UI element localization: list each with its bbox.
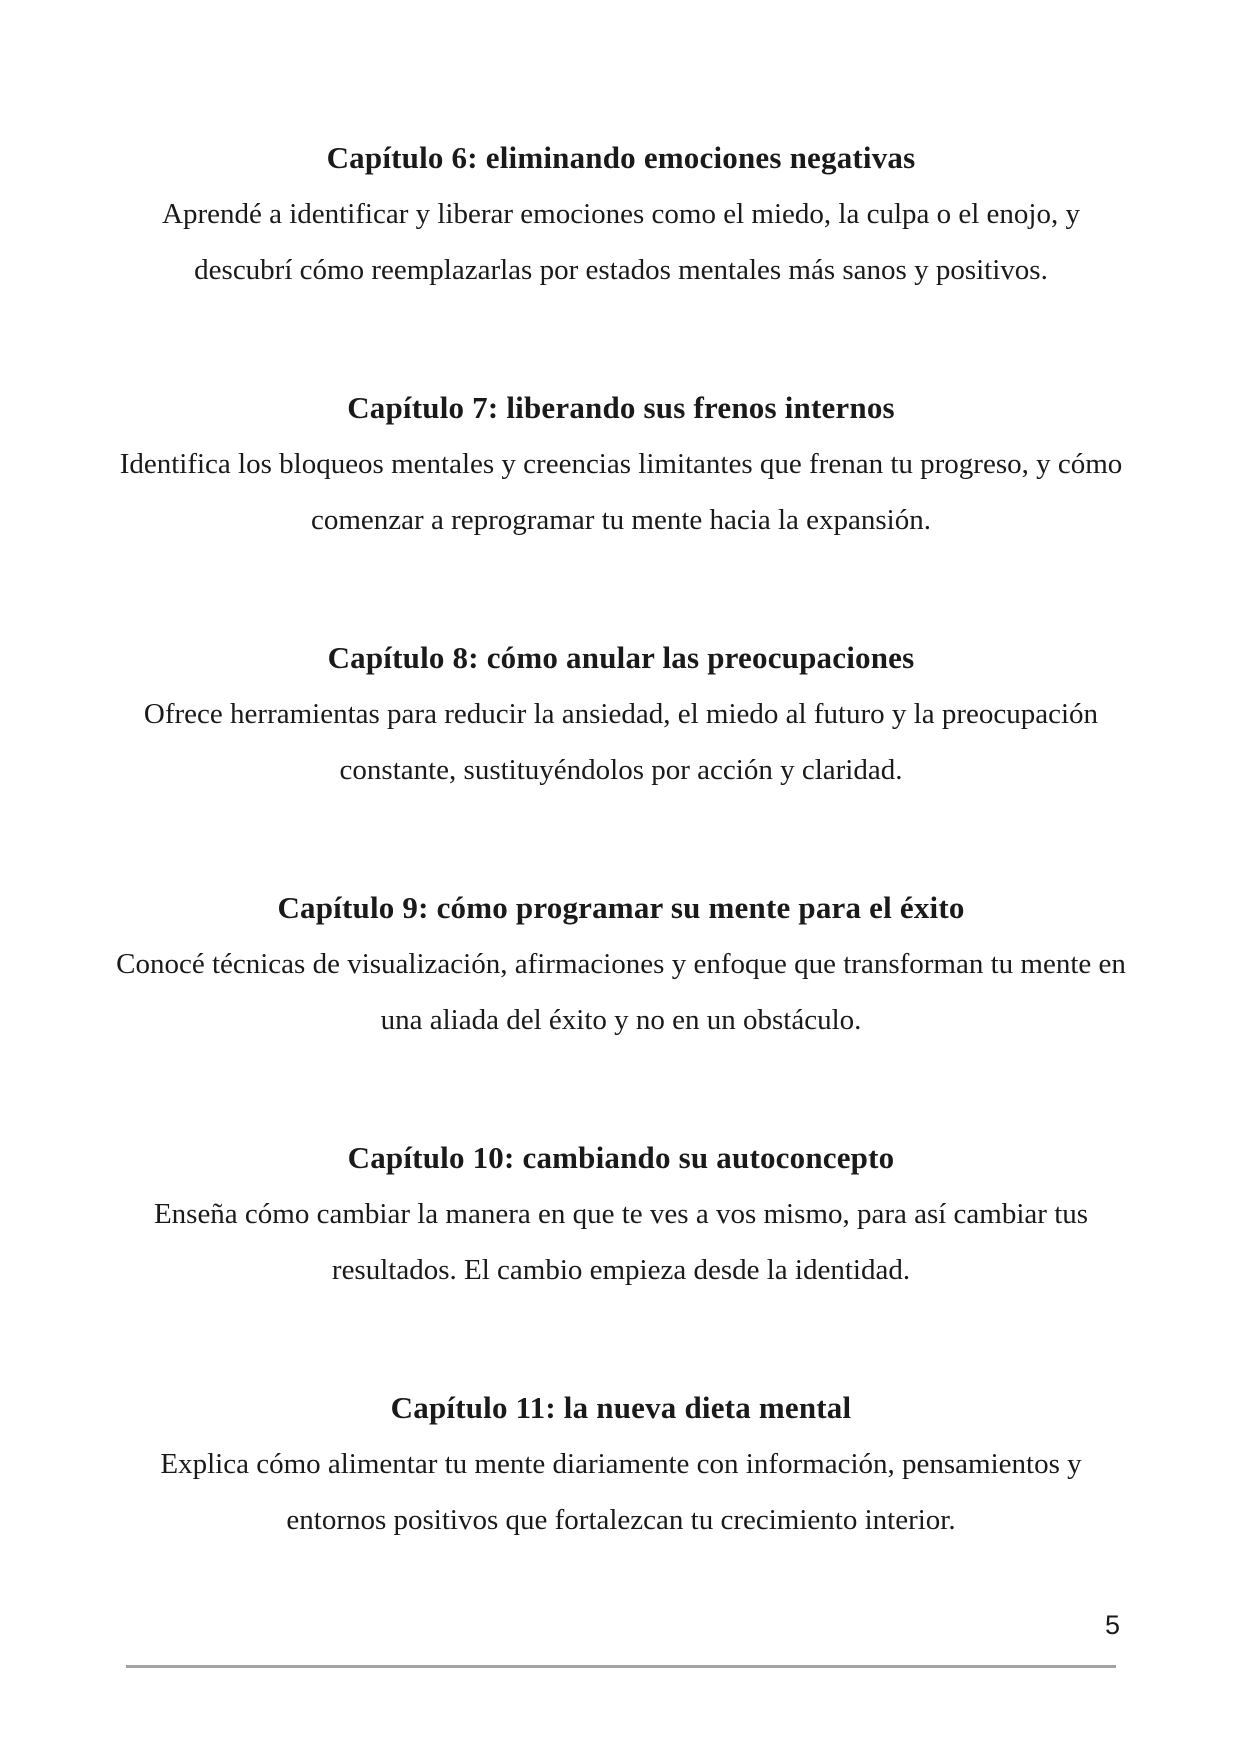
chapter-description: Identifica los bloqueos mentales y creencias limitantes que frenan tu progreso, y cómo comenzar a reprogramar tu mente hacia la expansión.	[119, 448, 1123, 536]
chapter-description: Explica cómo alimentar tu mente diariamente con información, pensamientos y entornos positivos que fortalezcan tu crecimiento interior.	[160, 1448, 1082, 1536]
chapter-section-8	[0, 630, 1242, 798]
chapter-section-9	[0, 880, 1242, 1048]
page-number: 5	[1104, 1610, 1120, 1640]
chapter-heading: Capítulo 10: cambiando su autoconcepto	[347, 1140, 895, 1175]
chapter-description: Aprendé a identificar y liberar emociones como el miedo, la culpa o el enojo, y descubrí cómo reemplazarlas por estados mentales más sanos y positivos.	[162, 198, 1080, 286]
chapter-heading: Capítulo 9: cómo programar su mente para el éxito	[277, 890, 965, 925]
chapter-description: Ofrece herramientas para reducir la ansiedad, el miedo al futuro y la preocupación constante, sustituyéndolos por acción y claridad.	[143, 698, 1099, 786]
chapter-section-7	[0, 380, 1242, 548]
chapter-heading: Capítulo 8: cómo anular las preocupaciones	[327, 640, 915, 675]
chapter-heading: Capítulo 7: liberando sus frenos internos	[347, 390, 895, 425]
chapter-section-10	[0, 1130, 1242, 1298]
footer-divider	[126, 1665, 1116, 1668]
chapter-heading: Capítulo 6: eliminando emociones negativas	[326, 140, 916, 175]
chapter-description: Conocé técnicas de visualización, afirmaciones y enfoque que transforman tu mente en una aliada del éxito y no en un obstáculo.	[116, 948, 1126, 1036]
chapter-description: Enseña cómo cambiar la manera en que te ves a vos mismo, para así cambiar tus resultados. El cambio empieza desde la identidad.	[153, 1198, 1089, 1286]
chapter-section-11	[0, 1380, 1242, 1548]
chapter-section-6	[0, 130, 1242, 298]
chapter-heading: Capítulo 11: la nueva dieta mental	[390, 1390, 852, 1425]
